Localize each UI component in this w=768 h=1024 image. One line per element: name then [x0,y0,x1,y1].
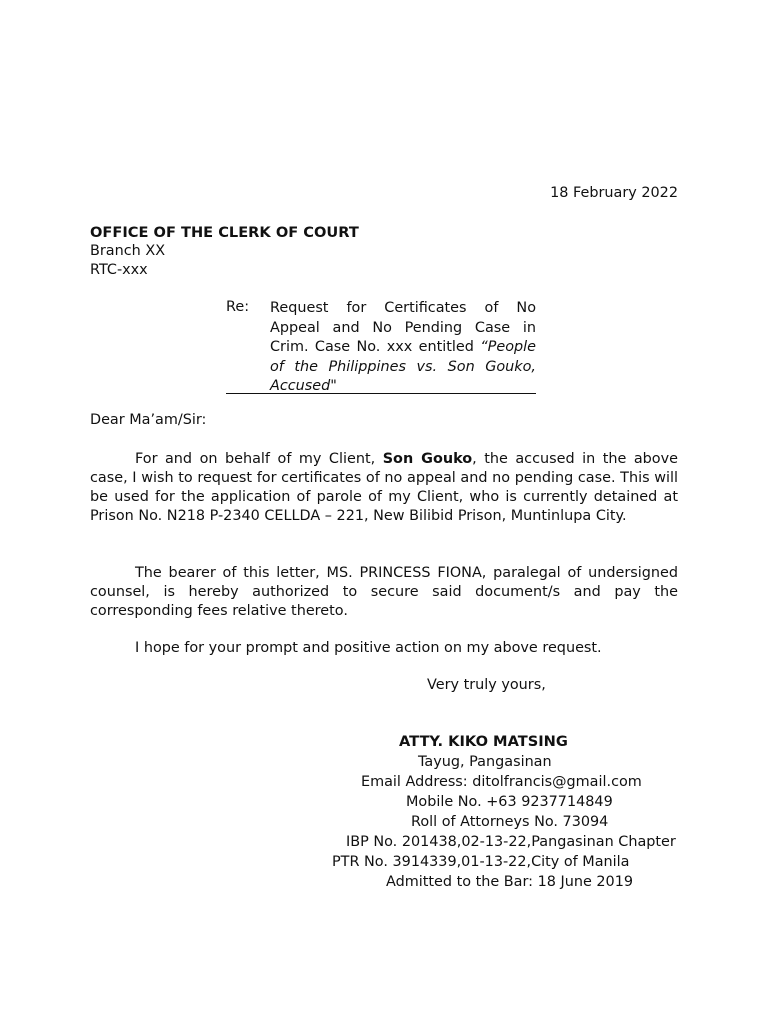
re-subject-text: Request for Certificates of No Appeal and No Pending Case in Crim. Case No. xxx entitled [270,300,536,355]
signatory-ptr: PTR No. 3914339,01-13-22,City of Manila [332,854,630,870]
salutation: Dear Ma’am/Sir: [90,412,207,428]
addressee-court: RTC-xxx [90,262,148,278]
signatory-bar: Admitted to the Bar: 18 June 2019 [386,874,634,890]
signatory-ibp: IBP No. 201438,02-13-22,Pangasinan Chapter [346,834,676,850]
re-subject [270,299,536,397]
letter-date: 18 February 2022 [550,185,678,201]
signatory-email: Email Address: ditolfrancis@gmail.com [361,774,642,790]
addressee-branch: Branch XX [90,243,166,259]
body-paragraph-1 [90,450,678,526]
addressee-office: OFFICE OF THE CLERK OF COURT [90,224,359,241]
signatory-name: ATTY. KIKO MATSING [399,733,568,750]
closing: Very truly yours, [427,677,546,693]
signatory-roll: Roll of Attorneys No. 73094 [411,814,609,830]
re-label: Re: [226,299,250,315]
p1-text-after: , the accused in the above case, I wish to request for certificates of no appeal and no pending case. This will be used for the application of parole of my Client, who is currently detained at Prison No. N218 P-2340 CELLDA – 221, New Bilibid Prison, Muntinlupa City. [90,451,678,524]
body-paragraph-3 [90,639,678,658]
re-case-title: “People of the Philippines vs. Son Gouko, Accused" [270,339,536,394]
signatory-location: Tayug, Pangasinan [418,754,552,770]
signature-block [330,732,676,892]
addressee-block [90,223,359,280]
body-paragraph-2 [90,564,678,621]
p2-text: The bearer of this letter, MS. PRINCESS FIONA, paralegal of undersigned counsel, is hereby authorized to secure said document/s and pay the corresponding fees relative thereto. [90,565,678,619]
signatory-mobile: Mobile No. +63 9237714849 [406,794,613,810]
p3-text: I hope for your prompt and positive action on my above request. [135,640,602,656]
client-name: Son Gouko [382,451,473,467]
p1-text-before: For and on behalf of my Client, [135,451,383,467]
re-underline [226,393,536,394]
